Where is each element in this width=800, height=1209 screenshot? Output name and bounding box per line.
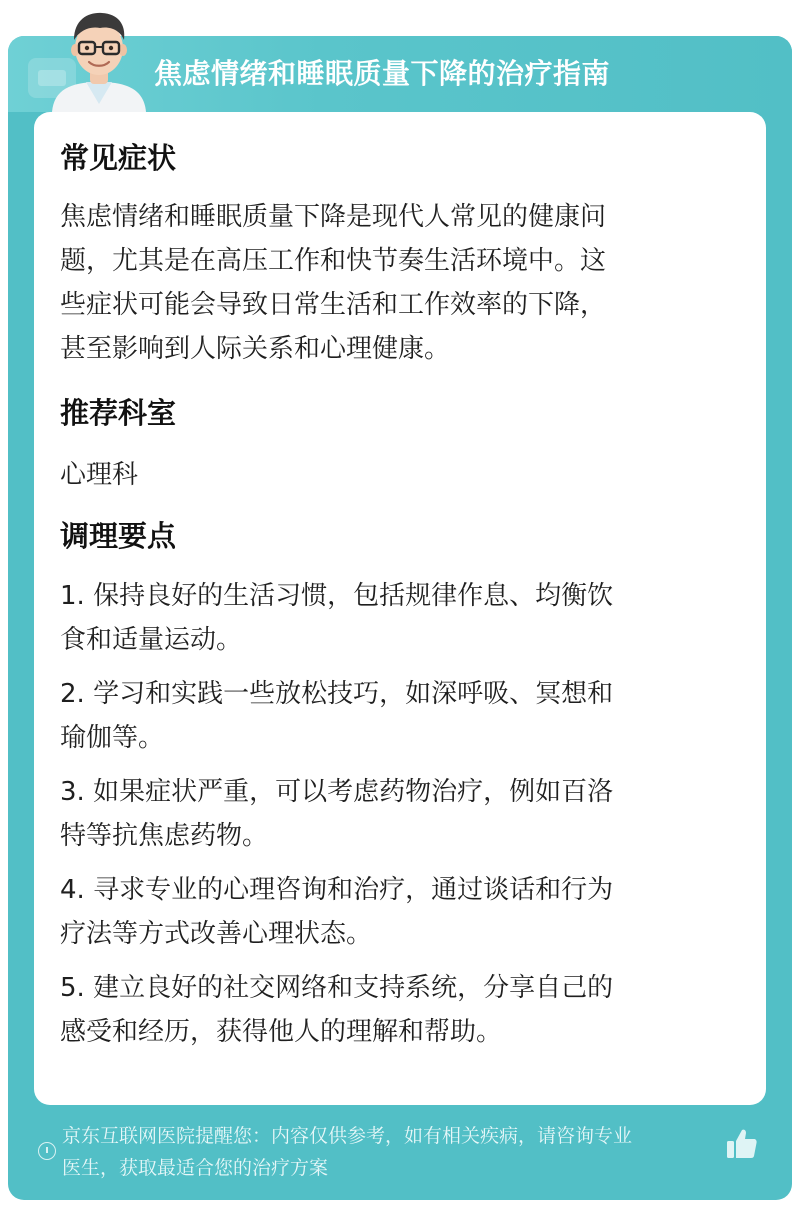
thumbs-up-icon[interactable] — [724, 1126, 760, 1162]
symptoms-line: 焦虑情绪和睡眠质量下降是现代人常见的健康问 — [60, 202, 607, 232]
symptoms-line: 甚至影响到人际关系和心理健康。 — [60, 334, 451, 364]
list-item-line: 食和适量运动。 — [60, 625, 243, 655]
footer-disclaimer — [62, 1120, 762, 1184]
info-icon — [38, 1142, 56, 1160]
symptoms-text — [60, 195, 740, 371]
list-item-line: 3. 如果症状严重，可以考虑药物治疗，例如百洛 — [60, 777, 614, 807]
care-list — [60, 574, 740, 1054]
section-title-symptoms: 常见症状 — [60, 141, 177, 175]
page-title: 焦虑情绪和睡眠质量下降的治疗指南 — [154, 57, 611, 90]
department-value: 心理科 — [60, 460, 139, 490]
footer-line: 京东互联网医院提醒您：内容仅供参考，如有相关疾病，请咨询专业 — [62, 1125, 633, 1147]
footer-line: 医生，获取最适合您的治疗方案 — [62, 1157, 329, 1179]
list-item-line: 特等抗焦虑药物。 — [60, 821, 269, 851]
doctor-avatar — [44, 4, 154, 112]
section-title-care: 调理要点 — [60, 519, 177, 553]
content-panel — [34, 112, 766, 1105]
list-item-line: 瑜伽等。 — [60, 723, 165, 753]
list-item — [60, 574, 740, 662]
list-item-line: 感受和经历，获得他人的理解和帮助。 — [60, 1017, 503, 1047]
list-item — [60, 672, 740, 760]
section-title-department: 推荐科室 — [60, 396, 177, 430]
list-item-line: 1. 保持良好的生活习惯，包括规律作息、均衡饮 — [60, 581, 614, 611]
list-item-line: 5. 建立良好的社交网络和支持系统，分享自己的 — [60, 973, 614, 1003]
list-item-line: 4. 寻求专业的心理咨询和治疗，通过谈话和行为 — [60, 875, 614, 905]
list-item — [60, 966, 740, 1054]
list-item-line: 疗法等方式改善心理状态。 — [60, 919, 373, 949]
symptoms-line: 些症状可能会导致日常生活和工作效率的下降， — [60, 290, 607, 320]
symptoms-line: 题，尤其是在高压工作和快节奏生活环境中。这 — [60, 246, 607, 276]
list-item — [60, 770, 740, 858]
list-item-line: 2. 学习和实践一些放松技巧，如深呼吸、冥想和 — [60, 679, 614, 709]
list-item — [60, 868, 740, 956]
guide-card — [8, 36, 792, 1200]
